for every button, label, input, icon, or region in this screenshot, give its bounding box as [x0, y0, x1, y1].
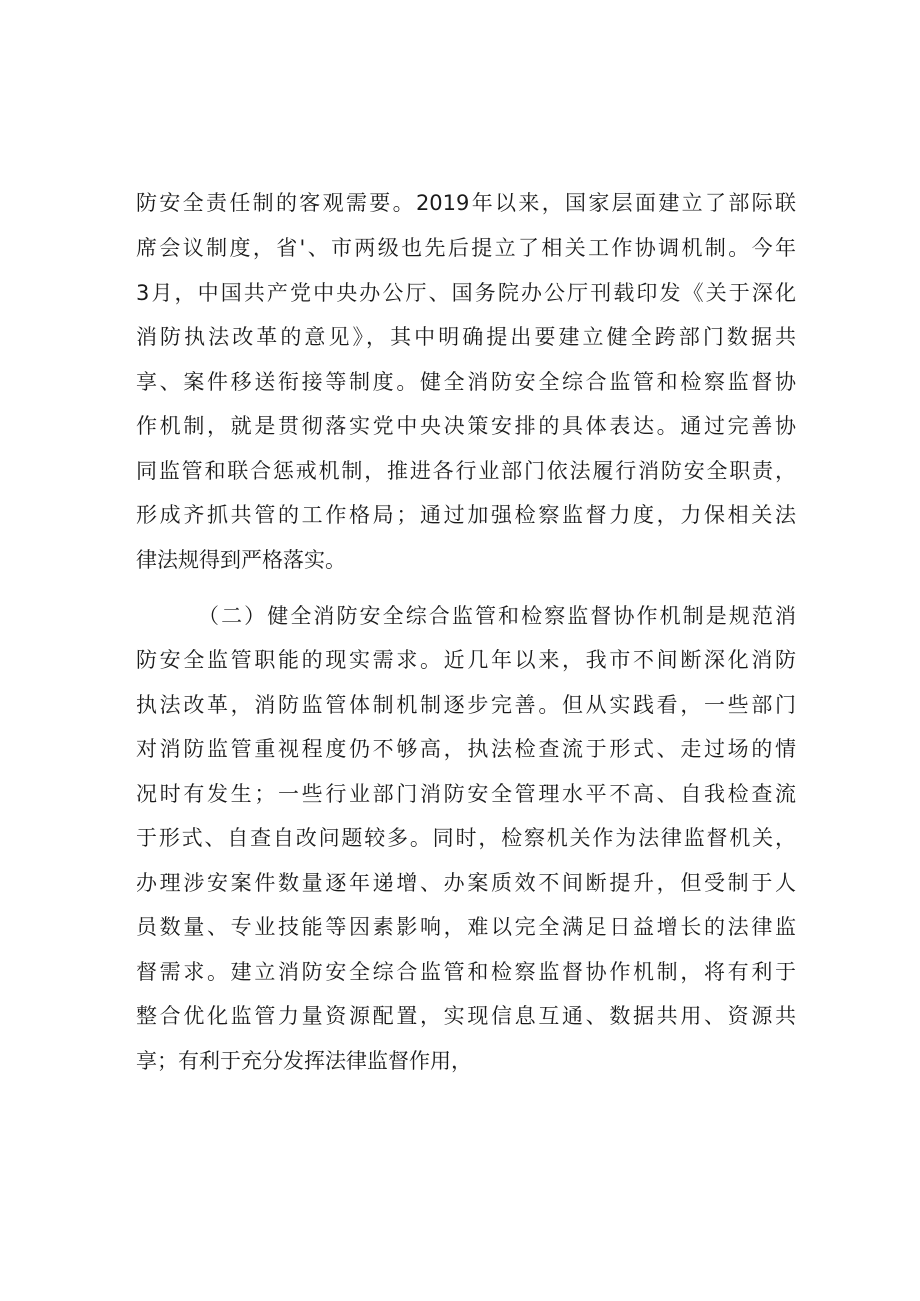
- paragraph-1-line-7: 同监管和联合惩戒机制，推进各行业部门依法履行消防安全职责，: [136, 459, 796, 483]
- paragraph-2-line-8: 员数量、专业技能等因素影响，难以完全满足日益增长的法律监: [136, 915, 796, 939]
- paragraph-2-line-11: 享；有利于充分发挥法律监督作用，: [136, 1049, 472, 1073]
- paragraph-1-line-2: 席会议制度，省'、市两级也先后提立了相关工作协调机制。今年: [136, 236, 796, 260]
- paragraph-2-line-2: 防安全监管职能的现实需求。近几年以来，我市不间断深化消防: [136, 648, 796, 672]
- paragraph-2-line-7: 办理涉安案件数量逐年递增、办案质效不间断提升，但受制于人: [136, 871, 796, 895]
- paragraph-2-line-4: 对消防监管重视程度仍不够高，执法检查流于形式、走过场的情: [136, 737, 796, 761]
- paragraph-1-line-5: 享、案件移送衔接等制度。健全消防安全综合监管和检察监督协: [136, 370, 796, 394]
- paragraph-1-line-1: 防安全责任制的客观需要。2019年以来，国家层面建立了部际联: [136, 191, 796, 215]
- paragraph-1-line-6: 作机制，就是贯彻落实党中央决策安排的具体表达。通过完善协: [136, 414, 796, 438]
- paragraph-1-line-9: 律法规得到严格落实。: [136, 548, 346, 572]
- paragraph-1-line-3: 3月，中国共产党中央办公厅、国务院办公厅刊载印发《关于深化: [136, 281, 796, 305]
- paragraph-2-line-1: （二）健全消防安全综合监管和检察监督协作机制是规范消: [198, 604, 796, 628]
- paragraph-2-line-10: 整合优化监管力量资源配置，实现信息互通、数据共用、资源共: [136, 1004, 796, 1028]
- paragraph-1-line-4: 消防执法改革的意见》，其中明确提出要建立健全跨部门数据共: [136, 325, 796, 349]
- paragraph-2-line-6: 于形式、自查自改问题较多。同时，检察机关作为法律监督机关，: [136, 826, 796, 850]
- paragraph-2-line-3: 执法改革，消防监管体制机制逐步完善。但从实践看，一些部门: [136, 693, 796, 717]
- paragraph-2-line-9: 督需求。建立消防安全综合监管和检察监督协作机制，将有利于: [136, 960, 796, 984]
- paragraph-1-line-8: 形成齐抓共管的工作格局；通过加强检察监督力度，力保相关法: [136, 503, 796, 527]
- paragraph-2-line-5: 况时有发生；一些行业部门消防安全管理水平不高、自我检查流: [136, 782, 796, 806]
